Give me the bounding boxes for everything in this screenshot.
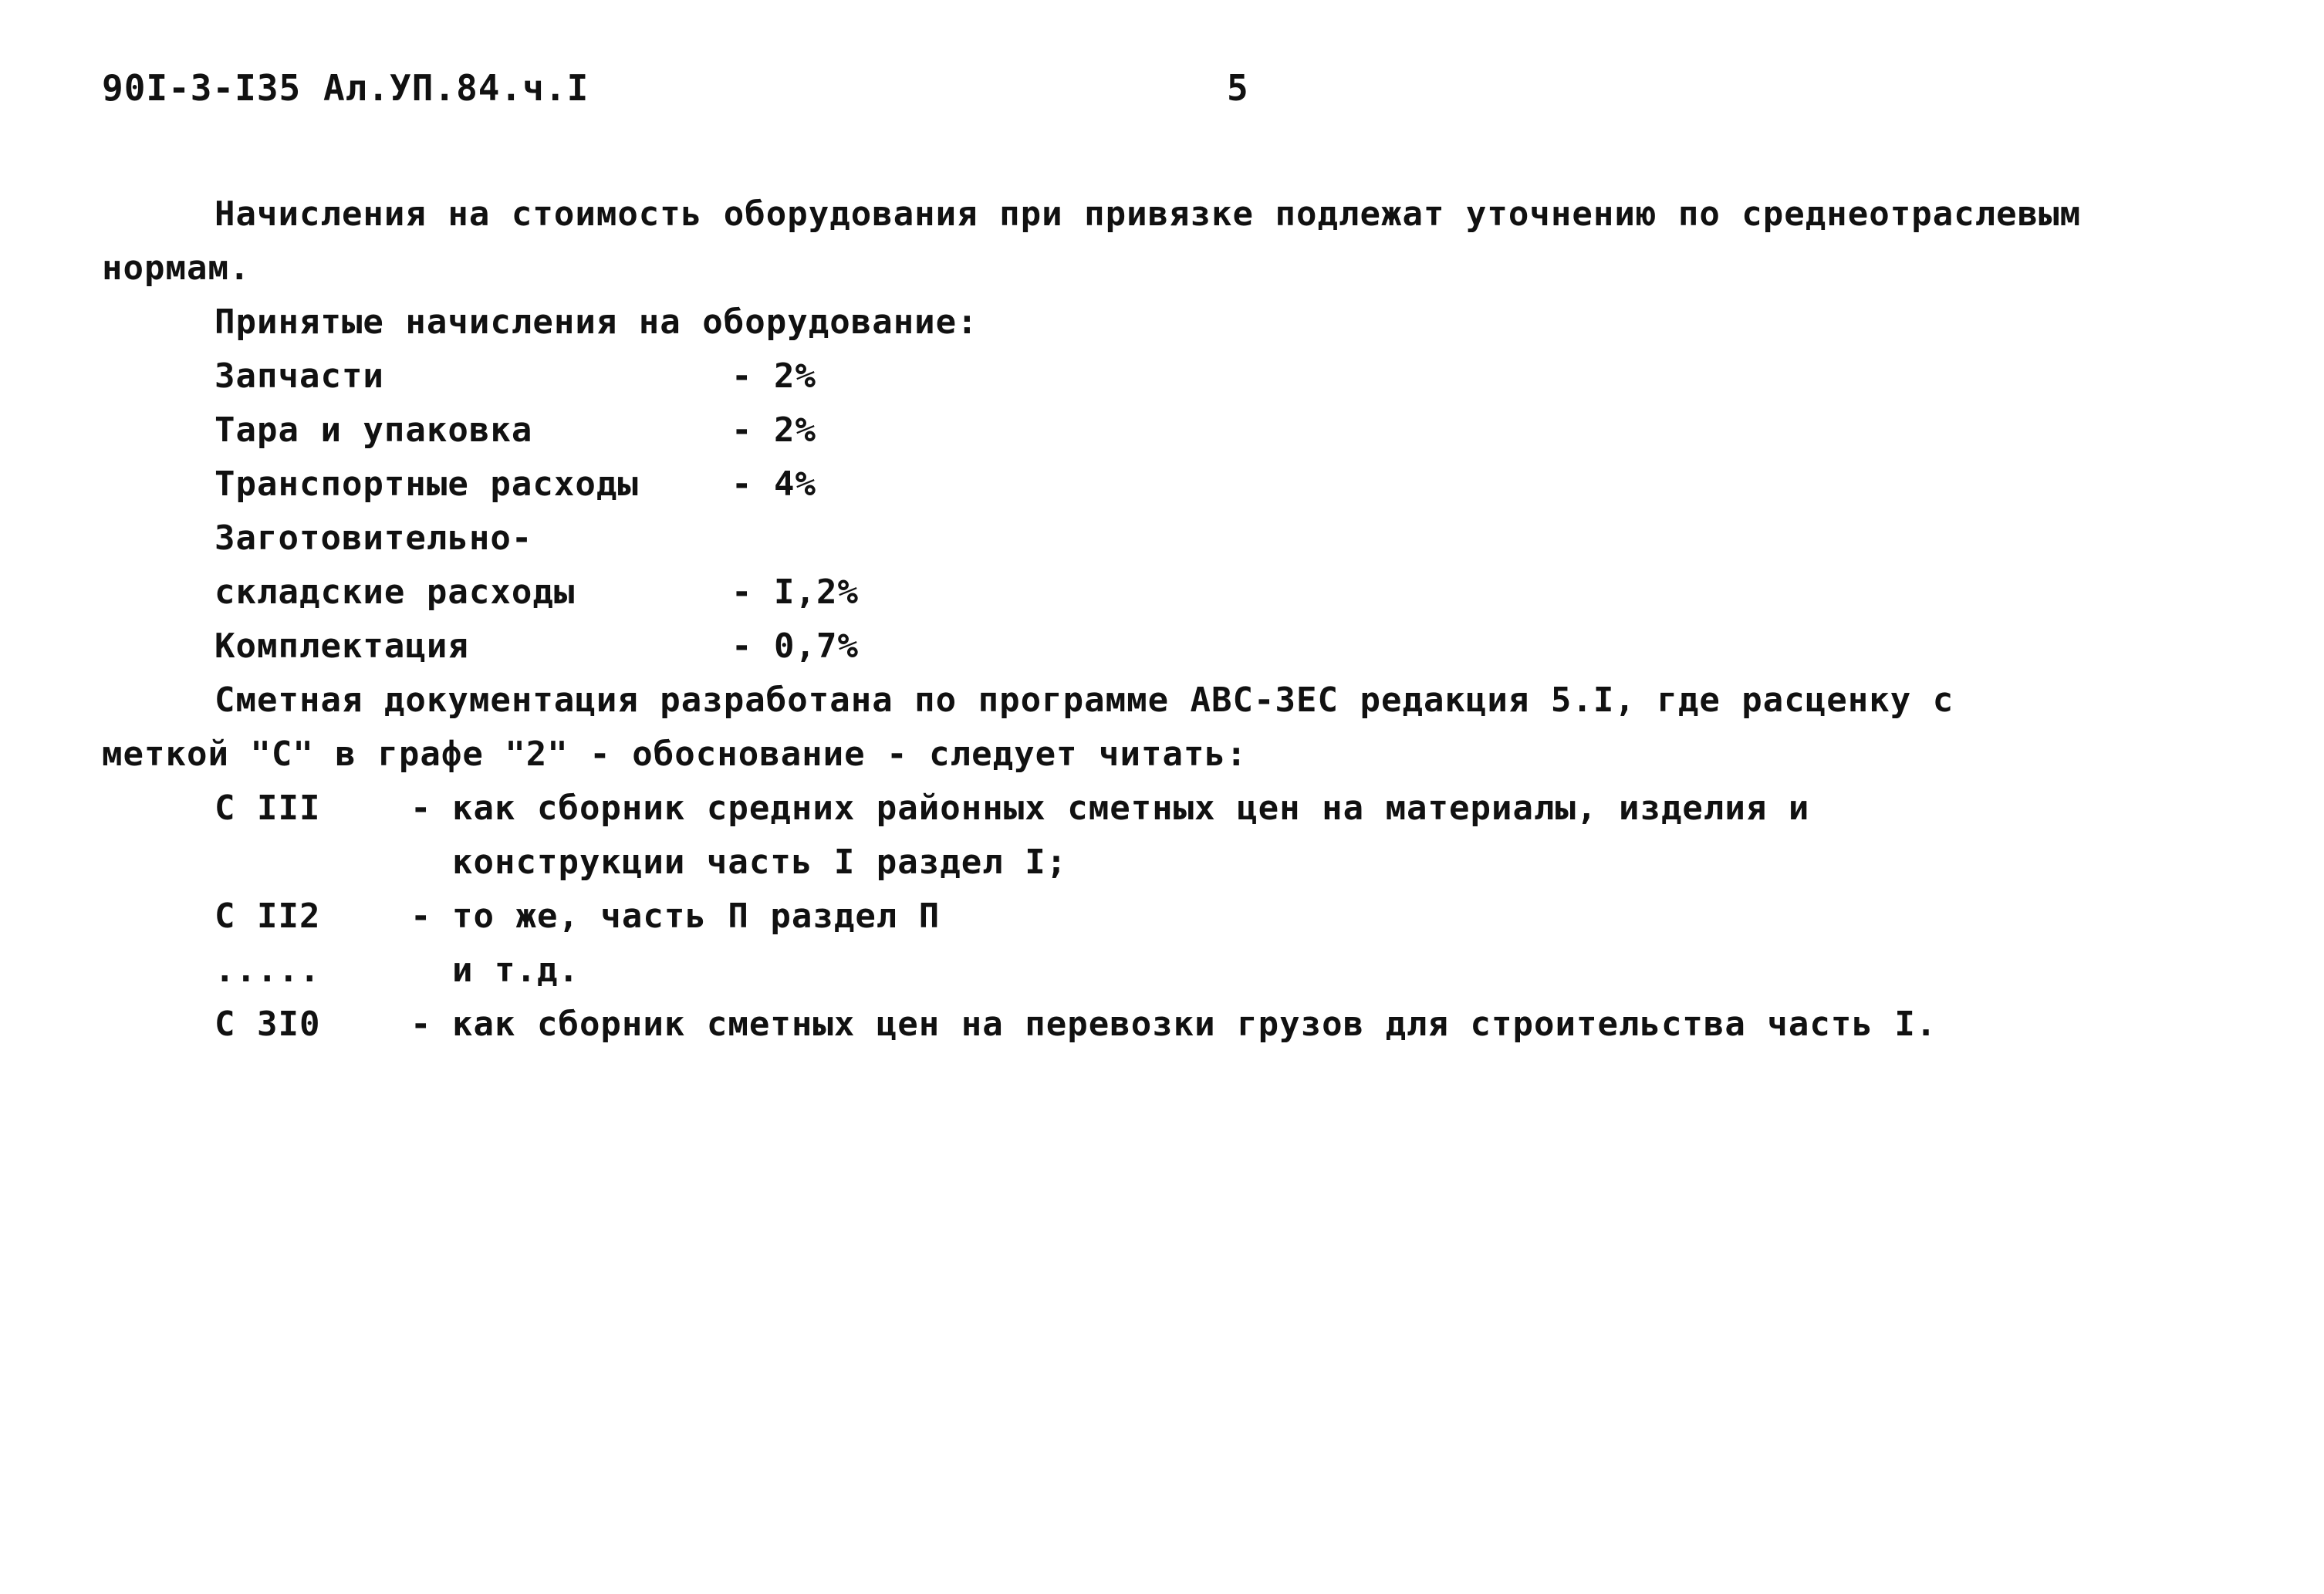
accrual-value: - 2% <box>731 410 816 450</box>
code-label: С II2 <box>214 897 321 936</box>
accruals-title: Принятые начисления на оборудование: <box>214 302 978 342</box>
document-code: 90I-3-I35 Ал.УП.84.ч.I <box>102 67 589 109</box>
paragraph-1-line-2: нормам. <box>102 248 251 288</box>
accrual-value: - 4% <box>731 464 816 504</box>
accrual-value: - 2% <box>731 356 816 396</box>
page-number: 5 <box>1227 67 1249 109</box>
code-description: как сборник сметных цен на перевозки грузов для строительства часть I. <box>452 1005 1937 1044</box>
code-label: С III <box>214 789 321 828</box>
accrual-value: - I,2% <box>731 572 859 612</box>
code-description: то же, часть П раздел П <box>452 897 941 936</box>
code-dash: - <box>410 1005 432 1044</box>
accrual-label: Заготовительно- <box>214 518 533 558</box>
accrual-label: Тара и упаковка <box>214 410 533 450</box>
code-label: С 3I0 <box>214 1005 321 1044</box>
paragraph-2-line-1: Сметная документация разработана по программе АВС-ЗЕС редакция 5.I, где расценку с <box>214 680 1954 720</box>
paragraph-2-line-2: меткой "С" в графе "2" - обоснование - следует читать: <box>102 735 1248 774</box>
code-description: как сборник средних районных сметных цен на материалы, изделия и <box>452 789 1810 828</box>
code-label: ..... <box>214 951 321 990</box>
accrual-label: Комплектация <box>214 626 469 666</box>
accrual-label: Запчасти <box>214 356 384 396</box>
accrual-value: - 0,7% <box>731 626 859 666</box>
paragraph-1-line-1: Начисления на стоимость оборудования при привязке подлежат уточнению по среднеотраслевым <box>214 194 2082 234</box>
code-dash: - <box>410 897 432 936</box>
code-dash: - <box>410 789 432 828</box>
accrual-label: Транспортные расходы <box>214 464 639 504</box>
accrual-label: складские расходы <box>214 572 576 612</box>
code-description: конструкции часть I раздел I; <box>452 843 1068 882</box>
code-description: и т.д. <box>452 951 579 990</box>
